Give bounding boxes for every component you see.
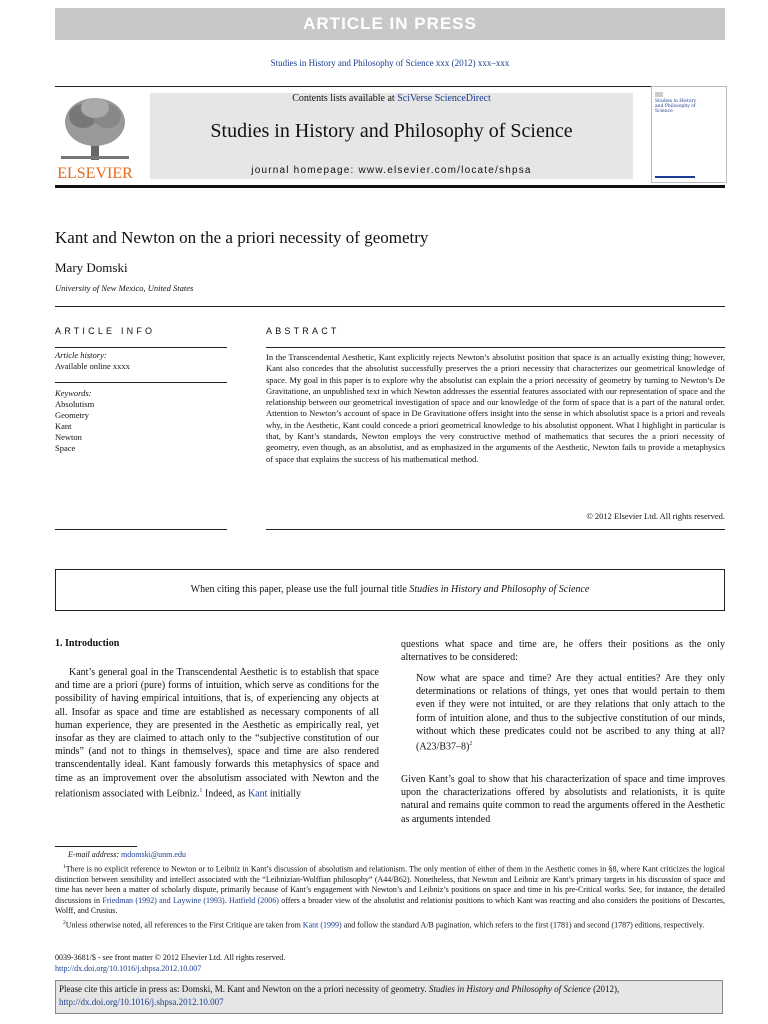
keyword-item: Geometry: [55, 410, 89, 420]
kant-1999-link[interactable]: Kant (1999): [302, 920, 342, 930]
cite-in-press-box: [55, 980, 723, 1014]
cover-title: Studies in History and Philosophy of Science: [655, 99, 697, 114]
article-info-rule-2: [55, 382, 227, 383]
article-info-heading: ARTICLE INFO: [55, 326, 156, 336]
kant-reference-link[interactable]: Kant: [247, 788, 268, 800]
author-email-link[interactable]: mdomski@unm.edu: [121, 850, 186, 859]
masthead-bottom-rule: [55, 185, 725, 188]
abstract-rule-top: [266, 347, 725, 348]
front-matter-issn: 0039-3681/$ - see front matter © 2012 Elsevier Ltd. All rights reserved.: [55, 953, 286, 962]
author-email-line: [68, 850, 186, 860]
footnote-2-text: Unless otherwise noted, all references to the First Critique are taken from: [65, 920, 303, 930]
cover-mark: [655, 92, 663, 97]
article-history: [55, 350, 130, 372]
footnote-2: [55, 918, 725, 931]
title-divider: [55, 306, 725, 307]
article-title: Kant and Newton on the a priori necessity of geometry: [55, 228, 429, 247]
footnote-rule: [55, 846, 137, 847]
cite-in-press-year: (2012),: [590, 984, 620, 994]
footnote-1-text: There is no explicit reference to Newton or to Leibniz in Kant’s discussion of absolutism and relationism. The only mention of either of them in the Aesthetic comes in §8, where Kant criticizes the logical distinction between sensibility and intellect associated with the “Leibnizian-Wolffian philosophy” (A44/B62). Nonetheless, that Newton and Leibniz are Kant’s primary targets in his discussion of space and time has never been a matter of scholarly dispute, primarily because of Kant’s engagement with Newton’s and Leibniz’s positions on space and time in his pre-Critical works. See, for instance, the detailed discussions in: [55, 864, 725, 905]
article-info-rule-1: [55, 347, 227, 348]
author-affiliation: University of New Mexico, United States: [55, 283, 194, 293]
journal-homepage[interactable]: journal homepage: www.elsevier.com/locate/shpsa: [251, 165, 532, 176]
journal-citation-line[interactable]: Studies in History and Philosophy of Science xxx (2012) xxx–xxx: [270, 58, 510, 68]
cover-bar: [655, 176, 695, 178]
keyword-item: Kant: [55, 421, 72, 431]
footnote-2-mark[interactable]: 2: [469, 741, 473, 748]
cite-in-press-prefix: Please cite this article in press as: Domski, M. Kant and Newton on the a priori necessity of geometry.: [59, 984, 429, 994]
elsevier-logo: [55, 92, 135, 182]
friedman-laywine-link[interactable]: Friedman (1992) and Laywine (1993): [102, 895, 225, 905]
intro-p1-text-c: initially: [267, 788, 302, 800]
article-history-value: Available online xxxx: [55, 361, 130, 371]
footnote-2-number: 2: [63, 920, 66, 926]
keywords-label: Keywords:: [55, 388, 92, 398]
contents-available-line: [150, 93, 633, 104]
intro-p1-text: Kant’s general goal in the Transcendental Aesthetic is to establish that space and time are a priori (pure) forms of intuition, which serve as conditions for the possibility of having empirical intuitions, that is, of experiencing any objects at all. Insofar as space and time are established as necessary components of all human experience, they are presented in the Aesthetic as empirically real, yet insofar as they are claimed to attach only to the “subjective constitution of our minds” (and not to things in themselves), space and time are also rendered transcendentally ideal. Kant famously forwards this metaphysics of space and time as an improvement over the absolutism associated with Newton and the relationism associated with Leibniz.: [55, 667, 379, 800]
article-info-rule-3: [55, 529, 227, 530]
keyword-item: Space: [55, 443, 76, 453]
footnote-1-number: 1: [63, 864, 66, 870]
article-history-label: Article history:: [55, 350, 107, 360]
hatfield-link[interactable]: Hatfield (2006): [229, 895, 279, 905]
abstract-text: In the Transcendental Aesthetic, Kant explicitly rejects Newton’s absolutist position that space is an actually existing thing; however, Kant also concedes that the absolutist successfully preserves the a priori necessity that characterizes our geometrical knowledge of space. My goal in this paper is to explore why the absolutist can explain the a priori necessity of geometry by turning to Newton’s De Gravitatione, an unpublished text in which Newton addresses the essential features associated with our representation of space and the relationship between our geometrical investigation of space and our knowledge of the form of space that is a part of the natural order. Attention to Newton’s account of space in De Gravitatione offers insight into the sense in which absolutist space is a priori and reveals why, in the Aesthetic, Kant could concede a priori geometrical knowledge to his absolutist opponent. What I highlight in particular is that, by Kant’s standards, Newton employs the very constructive method of mathematics that secures the a priori necessity of geometry, even though, as an absolutist, and as emphasized in the arguments of the Aesthetic, Newton fails to provide a metaphysics of space that explains the success of his mathematical method.: [266, 352, 725, 464]
abstract-copyright: © 2012 Elsevier Ltd. All rights reserved.: [586, 511, 725, 521]
block-quote-text: Now what are space and time? Are they actual entities? Are they only determinations or relations of things, yet ones that would pertain to them even if they were not intuited, or are they relations that only attach to the form of intuition alone, and thus to the subjective constitution of our minds, without which these predicates could not be ascribed to any thing at all? (A23/B37–8): [416, 673, 725, 753]
elsevier-tree-icon: [55, 92, 135, 182]
front-matter-doi-link[interactable]: http://dx.doi.org/10.1016/j.shpsa.2012.10.007: [55, 964, 202, 973]
cite-in-press-journal: Studies in History and Philosophy of Science: [428, 984, 591, 994]
sciverse-link[interactable]: SciVerse ScienceDirect: [397, 93, 491, 104]
intro-paragraph-1: [55, 666, 379, 800]
svg-text:ELSEVIER: ELSEVIER: [57, 165, 133, 182]
keyword-item: Newton: [55, 432, 82, 442]
intro-heading: 1. Introduction: [55, 638, 120, 649]
email-label: E-mail address:: [68, 850, 122, 859]
author-name: Mary Domski: [55, 260, 128, 275]
intro-right-paragraph-2: Given Kant’s goal to show that his characterization of space and time improves upon the characterizations offered by absolutists and relationists, it is quite natural and remains quite common to read the arguments offered in the Aesthetic as arguments intended: [401, 774, 725, 825]
masthead-top-rule: [55, 86, 725, 87]
footnote-2-text-b: and follow the standard A/B pagination, which refers to the first (1781) and second (1787) editions, respectively.: [341, 920, 705, 930]
intro-right-paragraph: questions what space and time are, he offers their positions as the only alternatives to be considered:: [401, 639, 725, 664]
kant-block-quote: [416, 672, 725, 754]
journal-cover-thumbnail: [651, 86, 727, 183]
cite-in-press-doi-link[interactable]: http://dx.doi.org/10.1016/j.shpsa.2012.10.007: [59, 997, 224, 1007]
keywords-block: [55, 388, 94, 454]
contents-prefix: Contents lists available at: [292, 93, 398, 104]
citation-notice-journal: Studies in History and Philosophy of Science: [409, 584, 590, 595]
citation-notice-box: [55, 569, 725, 611]
journal-title: Studies in History and Philosophy of Science: [210, 120, 573, 142]
footnote-1: [55, 862, 725, 916]
keyword-item: Absolutism: [55, 399, 95, 409]
footnote-1-sep: .: [224, 895, 230, 905]
abstract-heading: ABSTRACT: [266, 326, 340, 336]
footnote-1-mark[interactable]: 1: [199, 787, 203, 794]
article-in-press-banner: ARTICLE IN PRESS: [55, 8, 725, 40]
footnote-1-text-c: offers a broader view of the absolutist and relationist positions to which Kant was reacting and also considers the positions of Descartes, Wolff, and Crusius.: [55, 895, 726, 915]
citation-notice-prefix: When citing this paper, please use the full journal title: [190, 584, 410, 595]
abstract-rule-bottom: [266, 529, 725, 530]
intro-p1-text-b: Indeed, as: [202, 788, 248, 800]
